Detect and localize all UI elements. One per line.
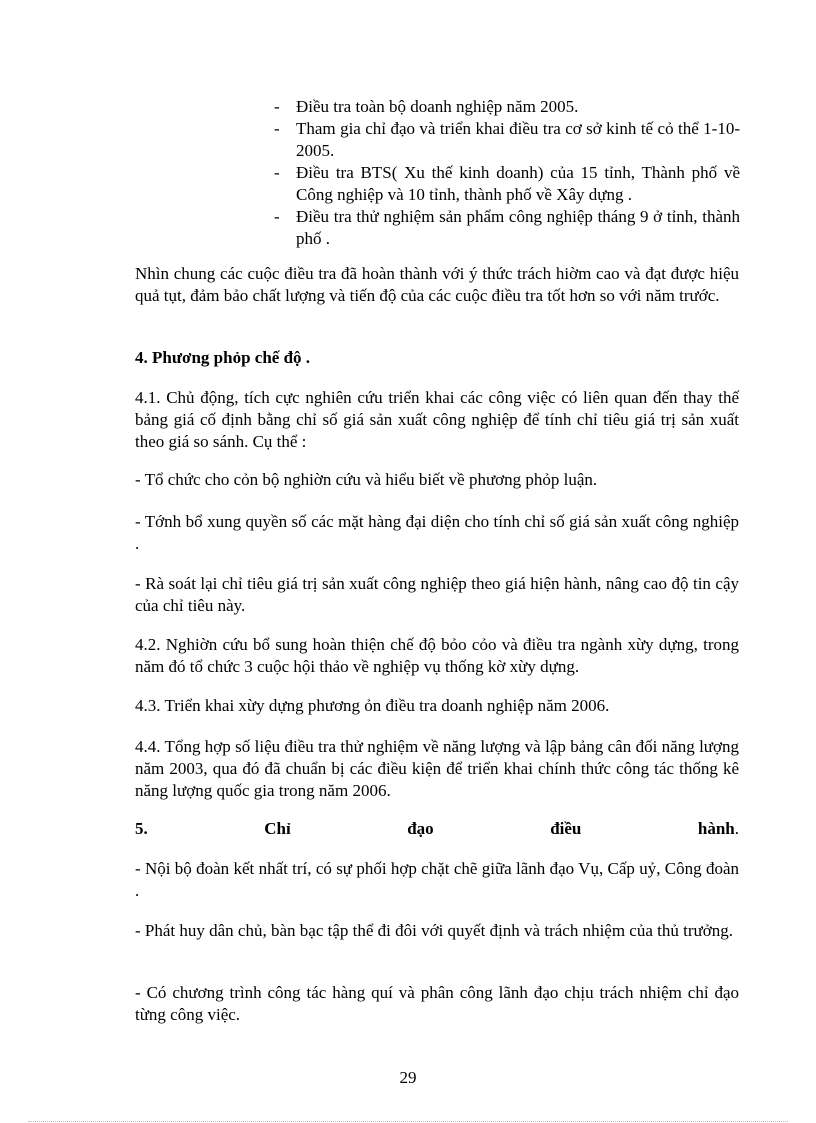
bullet-item: - Điều tra BTS( Xu thế kinh doanh) của 15 tỉnh, Thành phố về Công nghiệp và 10 tỉnh, thành phố về Xây dựng . [274,163,740,204]
dash-item-democracy: - Phát huy dân chủ, bàn bạc tập thể đi đôi với quyết định và trách nhiệm của thủ trưởng. [135,921,733,940]
paragraph-4-3: 4.3. Triển khai xừy dựng phương ỏn điều tra doanh nghiệp năm 2006. [135,696,610,715]
bullet-marker: - [274,207,280,226]
dash-item-program: - Có chương trình công tác hàng quí và phân công lãnh đạo chịu trách nhiệm chỉ đạo từng công việc. [135,983,739,1024]
footer-divider [28,1121,788,1122]
bullet-marker: - [274,97,280,116]
dash-item-review: - Rà soát lại chỉ tiêu giá trị sản xuất công nghiệp theo giá hiện hành, nâng cao độ tin cậy của chỉ tiêu này. [135,574,739,615]
dash-item-weights: - Tớnh bổ xung quyền số các mặt hàng đại diện cho tính chỉ số giá sản xuất công nghiệp . [135,512,739,553]
bullet-marker: - [274,119,280,138]
dash-item-unity: - Nội bộ đoàn kết nhất trí, có sự phối hợp chặt chẽ giữa lãnh đạo Vụ, Cấp uỷ, Công đoàn . [135,859,739,900]
summary-paragraph: Nhìn chung các cuộc điều tra đã hoàn thành với ý thức trách hiờm cao và đạt được hiệu quả tụt, đảm bảo chất lượng và tiến độ của các cuộc điều tra tốt hơn so với năm trước. [135,264,739,305]
section-4-heading: 4. Phương phỏp chế độ . [135,348,311,367]
paragraph-4-1: 4.1. Chủ động, tích cực nghiên cứu triển khai các công việc có liên quan đến thay thế bảng giá cố định bằng chỉ số giá sản xuất công nghiệp để tính chỉ tiêu giá trị sản xuất theo giá so sánh. Cụ thể : [135,388,739,451]
paragraph-4-4: 4.4. Tổng hợp số liệu điều tra thử nghiệm về năng lượng và lập bảng cân đối năng lượng năm 2003, qua đó đã chuẩn bị các điều kiện để triển khai chính thức công tác thống kê năng lượng quốc gia trong năm 2006. [135,737,739,800]
paragraph-4-2: 4.2. Nghiờn cứu bổ sung hoàn thiện chế độ bỏo cỏo và điều tra ngành xừy dựng, trong năm đó tổ chức 3 cuộc hội thảo về nghiệp vụ thống kờ xừy dựng. [135,635,739,676]
survey-bullet-list [274,96,740,250]
bullet-item: - Điều tra thử nghiệm sản phẩm công nghiệp tháng 9 ở tỉnh, thành phố . [274,207,740,248]
bullet-item: - Điều tra toàn bộ doanh nghiệp năm 2005. [274,97,579,116]
page-number: 29 [399,1068,417,1087]
section-5-heading: 5. Chỉ đạo điều hành. [135,819,739,838]
dash-item-training: - Tổ chức cho cỏn bộ nghiờn cứu và hiểu biết về phương phỏp luận. [135,470,598,489]
bullet-item: - Tham gia chỉ đạo và triển khai điều tra cơ sở kinh tế cỏ thể 1-10-2005. [274,119,740,160]
bullet-marker: - [274,163,280,182]
